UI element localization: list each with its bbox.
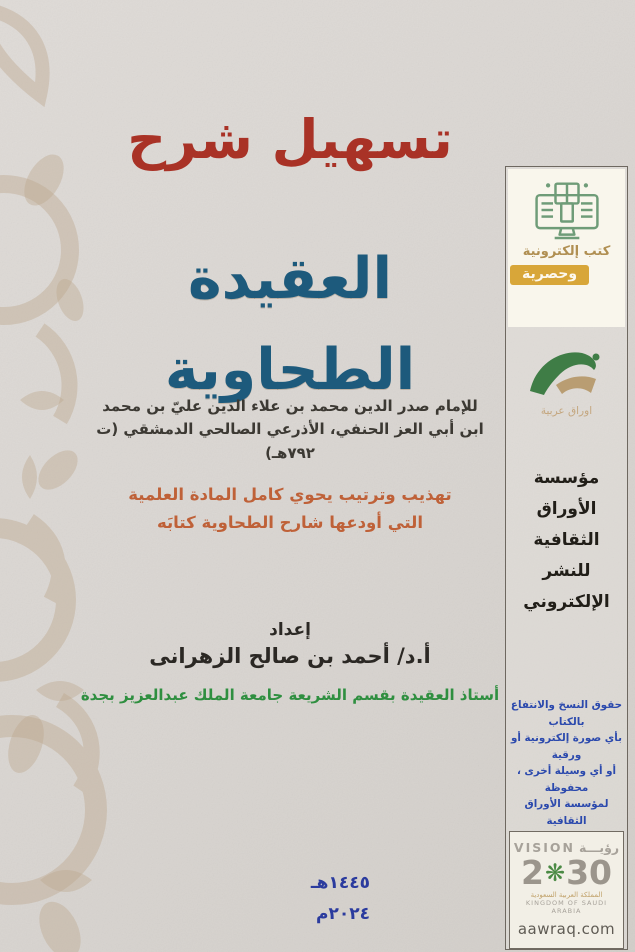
publisher-sidebar	[505, 166, 628, 950]
author-attribution	[70, 395, 510, 465]
ksa-name-ar: المملكة العربية السعودية	[530, 891, 603, 899]
vision-label-en: VISION	[513, 840, 575, 855]
foundation-line: الأوراق	[536, 499, 597, 519]
edition-subtitle	[70, 481, 510, 537]
vision-2030-emblem-icon: ❋	[544, 858, 566, 887]
awraq-logo-text: اوراق عربية	[540, 405, 593, 417]
publication-dates	[240, 868, 370, 931]
preparer-role: أستاذ العقيدة بقسم الشريعة جامعة الملك عبدالعزيز بجدة	[80, 686, 500, 704]
foundation-name	[506, 463, 627, 618]
series-title: تسهيل شرح	[127, 108, 453, 171]
prepared-by-label: إعداد	[269, 620, 311, 640]
vision-year	[510, 853, 623, 892]
foundation-line: الإلكتروني	[523, 592, 610, 612]
awraq-logo	[506, 345, 627, 417]
author-line-2: ابن أبي العز الحنفي، الأذرعي الصالحي الدمشقي (ت ٧٩٢هـ)	[96, 420, 484, 462]
subtitle-line-1: تهذيب وترتيب يحوي كامل المادة العلمية	[128, 485, 452, 504]
subtitle-line-2: التي أودعها شارح الطحاوية كتابَه	[156, 513, 423, 533]
gregorian-year: ٢٠٢٤م	[316, 904, 370, 925]
ebooks-badge-line1: كتب إلكترونية	[522, 244, 611, 259]
ebooks-monitor-icon	[530, 178, 604, 242]
vision-2030-logo	[509, 831, 624, 949]
exclusive-badge: وحصرية	[510, 265, 589, 285]
vision-year-prefix: 2	[520, 853, 544, 892]
main-title-calligraphy: العقيدة الطحاوية	[164, 246, 416, 404]
awraq-logo-icon	[524, 345, 610, 403]
foundation-line: مؤسسة	[533, 468, 600, 488]
copyright-line: بأي صورة إلكترونية أو ورقية	[511, 732, 622, 761]
preparer-name: أ.د/ أحمد بن صالح الزهرانى	[149, 644, 431, 668]
hijri-year: ١٤٤٥هـ	[310, 873, 370, 893]
copyright-notice	[506, 697, 627, 829]
vision-year-suffix: 30	[566, 853, 612, 892]
vision-label-ar: رؤيـــة	[579, 840, 620, 855]
copyright-line: لمؤسسة الأوراق الثقافية	[524, 798, 609, 827]
publisher-website: aawraq.com	[517, 920, 616, 938]
ebooks-badge	[508, 169, 625, 327]
copyright-line: أو أي وسيلة أخرى ، محفوظة	[516, 765, 617, 794]
author-line-1: للإمام صدر الدين محمد بن علاء الدين عليّ بن محمد	[102, 397, 478, 415]
copyright-line: حقوق النسخ والانتفاع بالكتاب	[510, 699, 623, 728]
foundation-line: للنشر	[542, 561, 591, 581]
ksa-name-en: KINGDOM OF SAUDI ARABIA	[525, 899, 608, 915]
foundation-line: الثقافية	[533, 530, 600, 550]
